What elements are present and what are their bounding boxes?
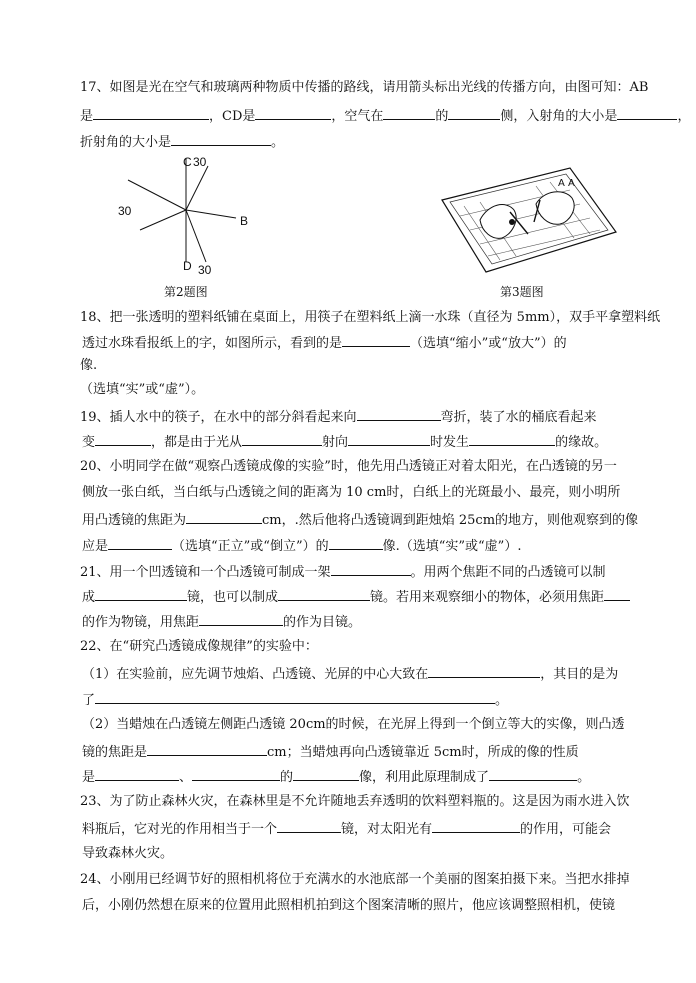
q22-line2: （1）在实验前，应先调节烛焰、凸透镜、光屏的中心大致在 ，其目的是为 xyxy=(82,664,618,684)
q18-line1: 18、把一张透明的塑料纸铺在桌面上，用筷子在塑料纸上滴一水珠（直径为 5mm），双手平拿塑料纸 xyxy=(80,310,661,325)
q23-line3: 导致森林火灾。 xyxy=(82,846,174,861)
figure-3-newspaper-illustration xyxy=(440,160,620,275)
label-b: B xyxy=(240,214,249,228)
q18-line3: 像. xyxy=(80,358,98,373)
q17-line1: 17、如图是光在空气和玻璃两种物质中传播的路线，请用箭头标出光线的传播方向，由图可知：AB xyxy=(80,80,649,95)
figure-2-caption: 第2题图 xyxy=(164,285,208,299)
q20-line1: 20、小明同学在做“观察凸透镜成像的实验”时，他先用凸透镜正对着太阳光，在凸透镜的另一 xyxy=(80,459,617,474)
q17-line2: 是 ，CD是 ，空气在 的 侧，入射角的大小是 ， xyxy=(80,106,690,126)
q23-line1: 23、为了防止森林火灾，在森林里是不允许随地丢弃透明的饮料塑料瓶的。这是因为雨水进入饮 xyxy=(80,794,630,809)
refracted-ray xyxy=(186,210,206,262)
q22-line4: （2）当蜡烛在凸透镜左侧距凸透镜 20cm的时候，在光屏上得到一个倒立等大的实像，则凸透 xyxy=(82,717,625,732)
label-top-angle: 30 xyxy=(193,155,207,169)
q18-line4: （选填“实”或“虚”）。 xyxy=(80,382,205,397)
label-d: D xyxy=(183,259,192,273)
surface-line-a xyxy=(140,210,186,230)
svg-text:A A: A A xyxy=(558,178,575,189)
q21-line2: 成 镜，也可以制成 镜。若用来观察细小的物体，必须用焦距 xyxy=(82,587,630,607)
q19-line1: 19、插人水中的筷子，在水中的部分斜看起来向 弯折，装了水的桶底看起来 xyxy=(80,407,597,427)
q21-line1: 21、用一个凹透镜和一个凸透镜可制成一架 。用两个焦距不同的凸透镜可以制 xyxy=(80,562,606,582)
label-c: C xyxy=(183,155,192,169)
label-bottom-angle: 30 xyxy=(198,263,212,277)
q18-line2: 透过水珠看报纸上的字，如图所示，看到的是 （选填“缩小”或“放大”）的 xyxy=(82,333,567,353)
figure-3-caption: 第3题图 xyxy=(500,285,544,299)
q20-line2: 侧放一张白纸，当白纸与凸透镜之间的距离为 10 cm时，白纸上的光斑最小、最亮，则小明所 xyxy=(82,485,621,500)
q21-line3: 的作为物镜，用焦距 的作为目镜。 xyxy=(82,612,361,632)
q22-line1: 22、在“研究凸透镜成像规律”的实验中： xyxy=(80,639,318,654)
q20-line3: 用凸透镜的焦距为 cm，.然后他将凸透镜调到距烛焰 25cm的地方，则他观察到的像 xyxy=(82,510,638,530)
q24-line1: 24、小刚用已经调节好的照相机将位于充满水的水池底部一个美丽的图案拍摄下来。当把水排掉 xyxy=(80,872,630,887)
surface-line-b xyxy=(186,210,236,218)
q23-line2: 料瓶后，它对光的作用相当于一个 镜，对太阳光有 的作用，可能会 xyxy=(82,819,611,839)
q19-line2: 变 ，都是由于光从 射向 时发生 的缘故。 xyxy=(82,432,607,452)
q24-line2: 后，小刚仍然想在原来的位置用此照相机拍到这个图案清晰的照片，他应该调整照相机，使镜 xyxy=(82,898,616,913)
q22-line6: 是 、 的 像，利用此原理制成了 。 xyxy=(82,767,590,787)
incident-ray xyxy=(128,180,186,210)
q22-line3: 了 。 xyxy=(82,690,508,710)
q17-line3: 折射角的大小是 。 xyxy=(80,132,284,152)
q22-line5: 镜的焦距是 cm；当蜡烛再向凸透镜靠近 5cm时，所成的像的性质 xyxy=(82,742,579,762)
label-left-angle: 30 xyxy=(118,204,132,218)
reflected-ray xyxy=(186,166,208,210)
q20-line4: 应是 （选填“正立”或“倒立”）的 像.（选填“实”或“虚”）. xyxy=(82,536,521,556)
